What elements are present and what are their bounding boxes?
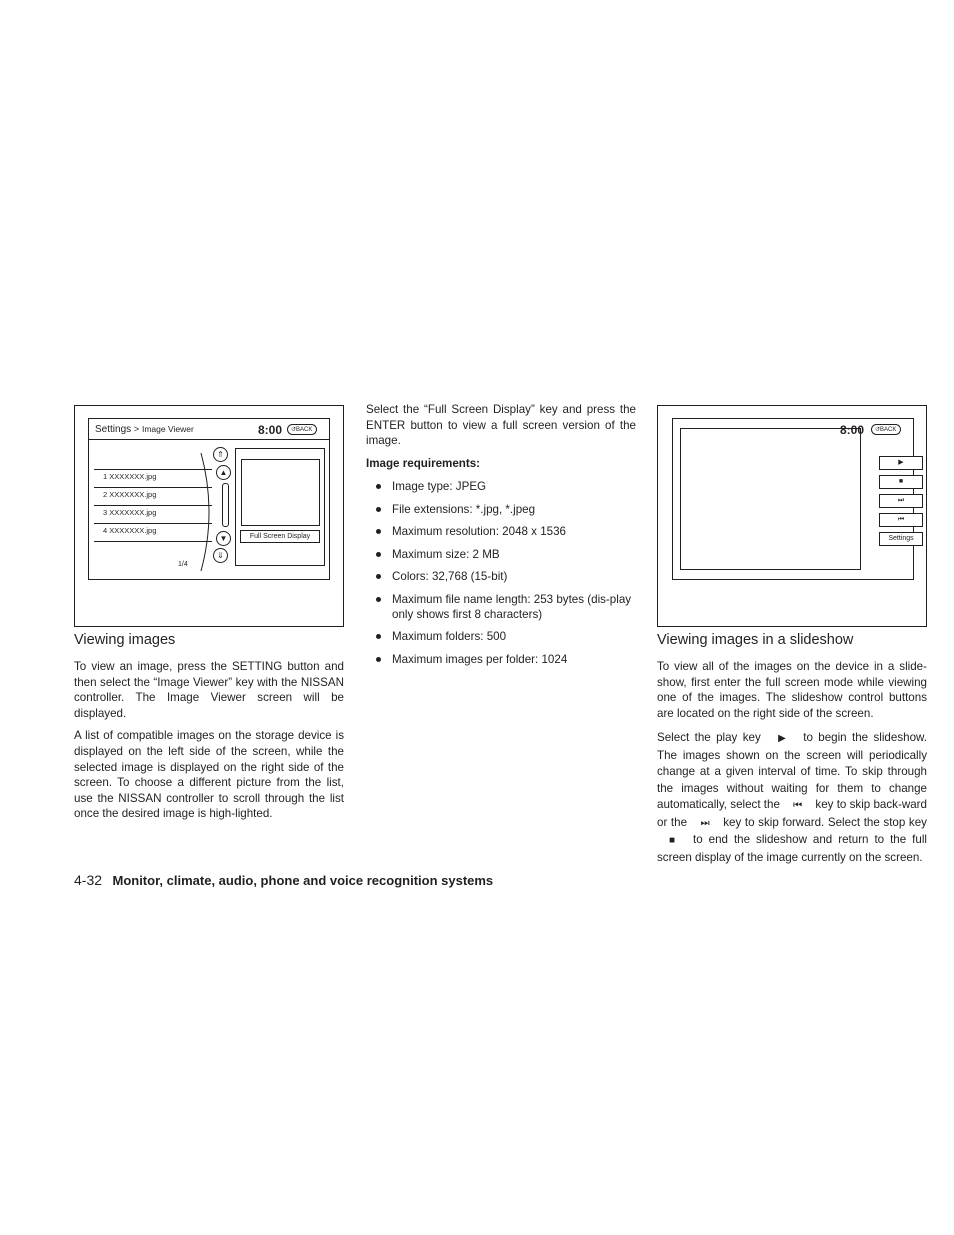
skip-back-icon: ⏮	[793, 800, 803, 812]
stop-icon: ■	[898, 478, 904, 485]
list-item: Maximum resolution: 2048 x 1536	[366, 524, 636, 539]
page-footer	[74, 872, 493, 890]
skip-forward-icon: ⏭	[700, 817, 710, 829]
page-number: 4-32	[74, 872, 103, 888]
skip-forward-icon: ⏭	[897, 497, 905, 504]
stop-icon: ■	[669, 835, 676, 847]
section-heading: Viewing images in a slideshow	[657, 632, 854, 648]
header-separator: >	[133, 424, 140, 434]
image-viewer-figure	[74, 405, 344, 627]
skip-back-button[interactable]	[879, 513, 923, 527]
scroll-top-icon[interactable]: ⇑	[213, 447, 228, 462]
file-list-item[interactable]: 4 XXXXXXX.jpg	[103, 526, 157, 535]
clock: 8:00	[840, 423, 865, 437]
screen-header	[95, 424, 194, 435]
requirements-heading: Image requirements:	[366, 456, 481, 470]
file-list	[94, 469, 212, 555]
slideshow-figure	[657, 405, 927, 627]
file-list-item[interactable]: 2 XXXXXXX.jpg	[103, 490, 157, 499]
clock: 8:00	[258, 423, 283, 437]
skip-forward-button[interactable]	[879, 494, 923, 508]
list-item: Image type: JPEG	[366, 479, 636, 494]
header-image-viewer: Image Viewer	[141, 424, 194, 434]
back-button[interactable]	[871, 424, 901, 435]
back-label: BACK	[880, 427, 897, 433]
scroll-up-icon[interactable]: ▲	[216, 465, 231, 480]
section-heading: Viewing images	[74, 632, 176, 648]
paragraph: Select the “Full Screen Display” key and press the ENTER button to view a full screen version of the image.	[366, 403, 636, 448]
list-item: Colors: 32,768 (15-bit)	[366, 569, 636, 584]
scrollbar[interactable]	[222, 483, 229, 527]
paragraph: To view all of the images on the device in a slide-show, first enter the full screen mode while viewing one of the images. The slideshow control buttons are located on the right side of the screen.	[657, 660, 927, 720]
back-label: BACK	[296, 427, 313, 433]
requirements-list	[366, 479, 636, 667]
image-preview	[241, 459, 320, 526]
slideshow-instructions: Select the play key ▶ to begin the slideshow. The images shown on the screen will periodically change at a given interval of time. To skip through the images without waiting for them to change automatically, select the ⏮ key to skip back-ward or the ⏭ key to skip forward. Select the stop key ■ to end the slideshow and return to the full screen display of the image currently on the screen.	[657, 731, 927, 864]
list-item: Maximum file name length: 253 bytes (dis-play only shows first 8 characters)	[366, 592, 636, 622]
preview-panel	[235, 448, 325, 566]
header-divider	[89, 439, 329, 440]
back-arrow-icon: ↺	[291, 427, 297, 433]
file-list-item[interactable]: 1 XXXXXXX.jpg	[103, 472, 157, 481]
full-screen-display-button[interactable]: Full Screen Display	[240, 530, 320, 543]
header-settings: Settings	[95, 424, 132, 435]
image-viewer-screen	[88, 418, 330, 580]
back-button[interactable]	[287, 424, 317, 435]
scroll-down-icon[interactable]: ▼	[216, 531, 231, 546]
middle-column	[366, 402, 636, 674]
scroll-bottom-icon[interactable]: ⇓	[213, 548, 228, 563]
left-column	[74, 632, 344, 829]
play-icon: ▶	[778, 733, 786, 745]
slideshow-screen	[672, 418, 914, 580]
settings-button[interactable]: Settings	[879, 532, 923, 546]
list-item: File extensions: *.jpg, *.jpeg	[366, 502, 636, 517]
list-item: Maximum folders: 500	[366, 629, 636, 644]
list-item: Maximum size: 2 MB	[366, 547, 636, 562]
list-item: Maximum images per folder: 1024	[366, 652, 636, 667]
back-arrow-icon: ↺	[875, 427, 881, 433]
play-icon: ▶	[898, 459, 904, 466]
right-column	[657, 632, 927, 873]
paragraph: A list of compatible images on the storage device is displayed on the left side of the screen, while the selected image is displayed on the right side of the screen. To choose a different picture from the list, use the NISSAN controller to scroll through the list once the desired image is high-lighted.	[74, 729, 344, 821]
section-title: Monitor, climate, audio, phone and voice recognition systems	[112, 873, 494, 888]
page-indicator: 1/4	[178, 561, 188, 568]
paragraph: To view an image, press the SETTING button and then select the “Image Viewer” key with the NISSAN controller. The Image Viewer screen will be displayed.	[74, 660, 344, 720]
skip-back-icon: ⏮	[897, 516, 905, 523]
play-button[interactable]	[879, 456, 923, 470]
stop-button[interactable]	[879, 475, 923, 489]
full-image-area	[680, 428, 861, 570]
file-list-item[interactable]: 3 XXXXXXX.jpg	[103, 508, 157, 517]
